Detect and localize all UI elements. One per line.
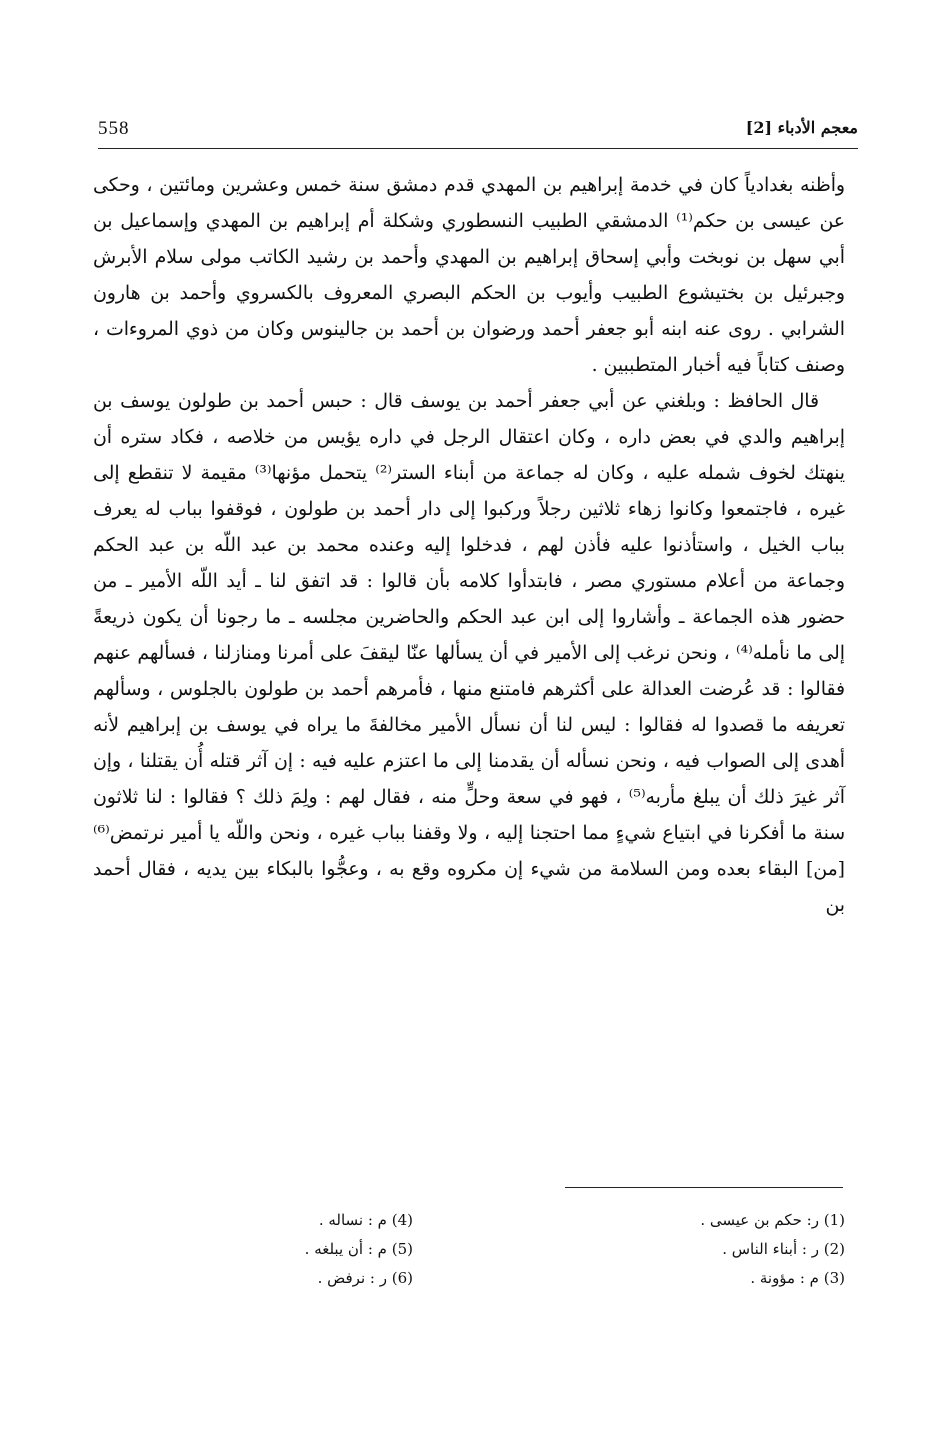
page-header bbox=[98, 118, 858, 149]
footnote-3: (3) م : مؤونة . bbox=[750, 1269, 845, 1287]
footnotes-left-column bbox=[305, 1206, 413, 1293]
footnote-2: (2) ر : أبناء الناس . bbox=[722, 1240, 845, 1258]
footnote-4: (4) م : نساله . bbox=[318, 1211, 413, 1229]
footnotes-right-column bbox=[700, 1206, 845, 1293]
footnote-1: (1) ر: حكم بن عيسى . bbox=[700, 1211, 845, 1229]
paragraph-1: وأظنه بغدادياً كان في خدمة إبراهيم بن المهدي قدم دمشق سنة خمس وعشرين ومائتين ، وحكى عن عيسى بن حكم⁽¹⁾ الدمشقي الطبيب النسطوري وشكلة أم إبراهيم بن المهدي وإسماعيل بن أبي سهل بن نوبخت وأبي إسحاق إبراهيم بن المهدي وأحمد بن رشيد الكاتب مولى سلام الأبرش وجبرئيل بن بختيشوع الطبيب وأيوب بن الحكم البصري المعروف بالكسروي وأحمد بن هارون الشرابي . روى عنه ابنه أبو جعفر أحمد ورضوان بن أحمد بن جالينوس وكان من ذوي المروءات ، وصنف كتاباً فيه أخبار المتطببين . bbox=[93, 175, 845, 376]
footnote-6: (6) ر : نرفض . bbox=[317, 1269, 413, 1287]
paragraph-2: قال الحافظ : وبلغني عن أبي جعفر أحمد بن يوسف قال : حبس أحمد بن طولون يوسف بن إبراهيم والدي في بعض داره ، وكان اعتقال الرجل في داره يؤيس من خلاصه ، فكاد ستره أن ينهتك لخوف شمله عليه ، وكان له جماعة من أبناء الستر⁽²⁾ يتحمل مؤنها⁽³⁾ مقيمة لا تنقطع إلى غيره ، فاجتمعوا وكانوا زهاء ثلاثين رجلاً وركبوا إلى دار أحمد بن طولون ، فوقفوا بباب له يعرف بباب الخيل ، واستأذنوا عليه فأذن لهم ، فدخلوا إليه وعنده محمد بن عبد اللّه بن عبد الحكم وجماعة من أعلام مستوري مصر ، فابتدأوا كلامه بأن قالوا : قد اتفق لنا ـ أيد اللّه الأمير ـ من حضور هذه الجماعة ـ وأشاروا إلى ابن عبد الحكم والحاضرين مجلسه ـ ما رجونا أن يكون ذريعةً إلى ما نأمله⁽⁴⁾ ، ونحن نرغب إلى الأمير في أن يسألها عنّا ليقفَ على أمرنا ومنازلنا ، فسألهم عنهم فقالوا : قد عُرضت العدالة على أكثرهم فامتنع منها ، فأمرهم أحمد بن طولون بالجلوس ، وسألهم تعريفه ما قصدوا له فقالوا : ليس لنا أن نسأل الأمير مخالفةَ ما يراه في يوسف بن إبراهيم لأنه أهدى إلى الصواب فيه ، ونحن نسأله أن يقدمنا إلى ما اعتزم عليه فيه : إن آثر قتله أُن يقتلنا ، وإن آثر غيرَ ذلك أن يبلغ مأربه⁽⁵⁾ ، فهو في سعة وحلٍّ منه ، فقال لهم : ولِمَ ذلك ؟ فقالوا : لنا ثلاثون سنة ما أفكرنا في ابتياع شيءٍ مما احتجنا إليه ، ولا وقفنا بباب غيره ، ونحن واللّه يا أمير نرتمض⁽⁶⁾ [من] البقاء بعده ومن السلامة من شيء إن مكروه وقع به ، وعجُّوا بالبكاء بين يديه ، فقال أحمد بن bbox=[93, 391, 845, 916]
footnote-5: (5) م : أن يبلغه . bbox=[304, 1240, 413, 1258]
main-text bbox=[93, 168, 845, 924]
running-title: معجم الأدباء [2] bbox=[745, 118, 858, 137]
footnote-divider bbox=[565, 1187, 843, 1188]
page-number: 558 bbox=[98, 118, 130, 139]
